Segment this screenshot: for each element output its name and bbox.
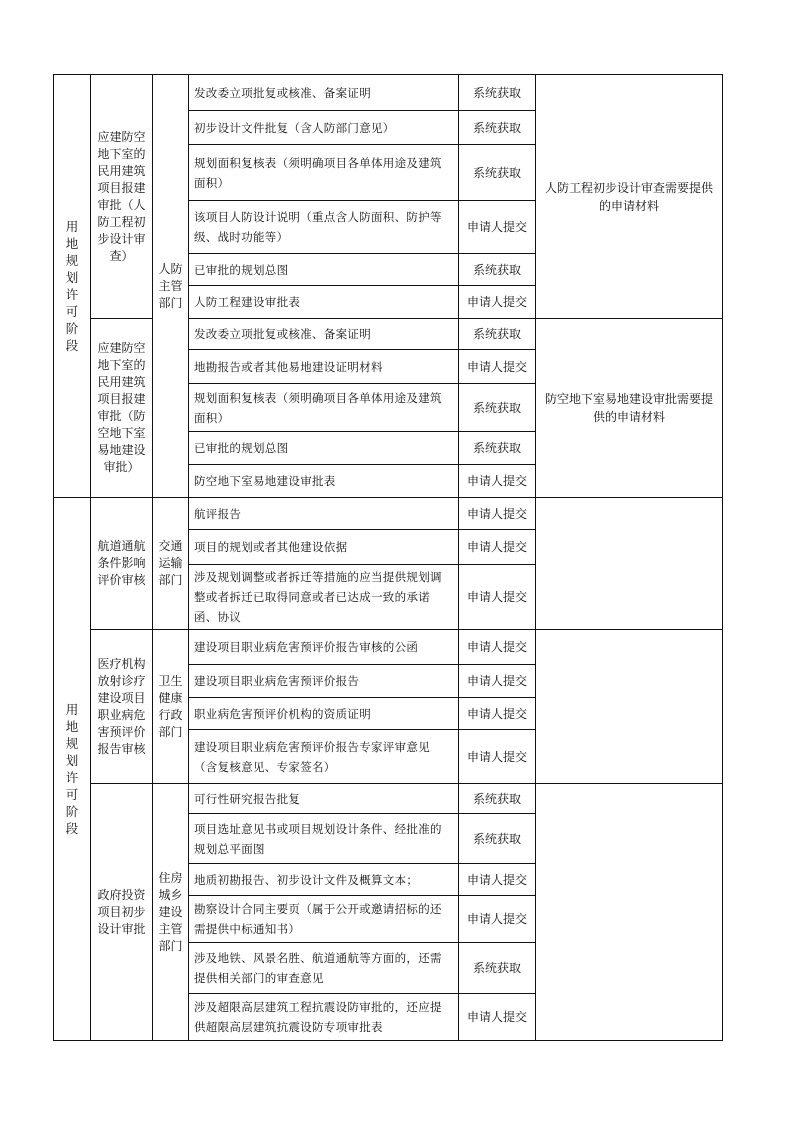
material-cell: 已审批的规划总图 [189,254,459,286]
material-cell: 涉及超限高层建筑工程抗震设防审批的，还应提供超限高层建筑抗震设防专项审批表 [189,994,459,1041]
material-cell: 建设项目职业病危害预评价报告审核的公函 [189,630,459,665]
note-cell [536,784,723,1041]
material-cell: 规划面积复核表（须明确项目各单体用途及建筑面积） [189,384,459,432]
stage-cell: 用地规划许可阶段 [54,75,91,498]
material-cell: 项目的规划或者其他建设依据 [189,530,459,565]
material-cell: 建设项目职业病危害预评价报告 [189,665,459,698]
item-name-cell: 应建防空地下室的民用建筑项目报建审批（防空地下室易地建设审批） [91,319,153,498]
material-cell: 规划面积复核表（须明确项目各单体用途及建筑面积） [189,145,459,201]
material-cell: 发改委立项批复或核准、备案证明 [189,75,459,111]
dept-cell: 人防主管部门 [153,75,189,498]
material-cell: 职业病危害预评价机构的资质证明 [189,698,459,730]
material-cell: 可行性研究报告批复 [189,784,459,814]
source-cell: 申请人提交 [459,465,536,498]
material-cell: 建设项目职业病危害预评价报告专家评审意见（含复核意见、专家签名） [189,730,459,784]
source-cell: 系统获取 [459,384,536,432]
source-cell: 申请人提交 [459,730,536,784]
material-cell: 地勘报告或者其他易地建设证明材料 [189,350,459,384]
stage-cell: 用地规划许可阶段 [54,498,91,1041]
source-cell: 申请人提交 [459,698,536,730]
note-cell: 人防工程初步设计审查需要提供的申请材料 [536,75,723,319]
source-cell: 系统获取 [459,432,536,465]
material-cell: 防空地下室易地建设审批表 [189,465,459,498]
source-cell: 申请人提交 [459,630,536,665]
material-cell: 项目选址意见书或项目规划设计条件、经批准的规划总平面图 [189,814,459,864]
source-cell: 系统获取 [459,943,536,994]
source-cell: 申请人提交 [459,994,536,1041]
item-name-cell: 航道通航条件影响评价审核 [91,498,153,630]
item-name-cell: 政府投资项目初步设计审批 [91,784,153,1041]
source-cell: 申请人提交 [459,864,536,896]
note-cell: 防空地下室易地建设审批需要提供的申请材料 [536,319,723,498]
material-cell: 人防工程建设审批表 [189,286,459,319]
dept-cell: 卫生健康行政部门 [153,630,189,784]
material-cell: 已审批的规划总图 [189,432,459,465]
material-cell: 初步设计文件批复（含人防部门意见） [189,111,459,145]
material-cell: 该项目人防设计说明（重点含人防面积、防护等级、战时功能等） [189,201,459,254]
source-cell: 申请人提交 [459,665,536,698]
material-cell: 涉及规划调整或者拆迁等措施的应当提供规划调整或者拆迁已取得同意或者已达成一致的承诺函、协议 [189,565,459,630]
source-cell: 系统获取 [459,814,536,864]
source-cell: 系统获取 [459,111,536,145]
material-cell: 航评报告 [189,498,459,530]
source-cell: 申请人提交 [459,350,536,384]
source-cell: 系统获取 [459,145,536,201]
dept-cell: 交通运输部门 [153,498,189,630]
source-cell: 申请人提交 [459,896,536,943]
source-cell: 申请人提交 [459,530,536,565]
source-cell: 系统获取 [459,319,536,350]
source-cell: 申请人提交 [459,498,536,530]
note-cell [536,498,723,630]
source-cell: 申请人提交 [459,286,536,319]
item-name-cell: 医疗机构放射诊疗建设项目职业病危害预评价报告审核 [91,630,153,784]
source-cell: 系统获取 [459,784,536,814]
item-name-cell: 应建防空地下室的民用建筑项目报建审批（人防工程初步设计审查） [91,75,153,319]
source-cell: 申请人提交 [459,201,536,254]
source-cell: 系统获取 [459,75,536,111]
material-cell: 勘察设计合同主要页（属于公开或邀请招标的还需提供中标通知书） [189,896,459,943]
note-cell [536,630,723,784]
dept-cell: 住房城乡建设主管部门 [153,784,189,1041]
material-cell: 发改委立项批复或核准、备案证明 [189,319,459,350]
material-cell: 涉及地铁、风景名胜、航道通航等方面的，还需提供相关部门的审查意见 [189,943,459,994]
materials-table [53,74,723,1041]
source-cell: 申请人提交 [459,565,536,630]
material-cell: 地质初勘报告、初步设计文件及概算文本； [189,864,459,896]
source-cell: 系统获取 [459,254,536,286]
